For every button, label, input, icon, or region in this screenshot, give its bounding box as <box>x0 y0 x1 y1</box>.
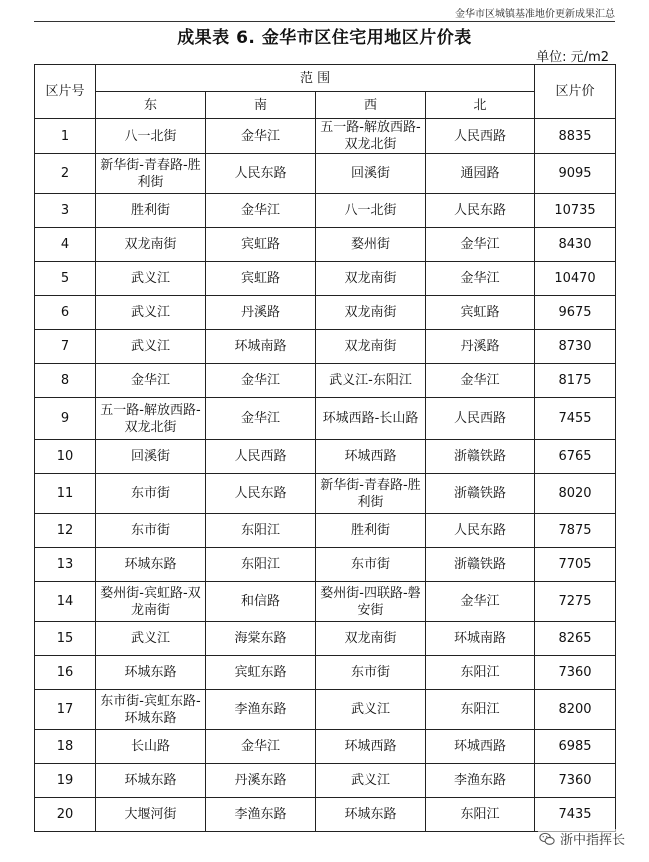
zone-no-header: 区片号 <box>35 65 96 119</box>
cell-west: 双龙南街 <box>316 330 426 364</box>
cell-north: 宾虹路 <box>426 296 535 330</box>
cell-east: 武义江 <box>96 330 206 364</box>
cell-south: 海棠东路 <box>206 622 316 656</box>
cell-east: 武义江 <box>96 262 206 296</box>
cell-south: 人民东路 <box>206 474 316 514</box>
cell-price: 7455 <box>535 398 616 440</box>
table-row <box>35 730 616 764</box>
cell-east: 武义江 <box>96 296 206 330</box>
cell-price: 8265 <box>535 622 616 656</box>
cell-west: 武义江-东阳江 <box>316 364 426 398</box>
cell-west: 武义江 <box>316 690 426 730</box>
table-body <box>35 119 616 832</box>
cell-south: 金华江 <box>206 194 316 228</box>
table-row <box>35 440 616 474</box>
cell-east: 胜利街 <box>96 194 206 228</box>
cell-price: 8430 <box>535 228 616 262</box>
table-row <box>35 798 616 832</box>
cell-no: 7 <box>35 330 96 364</box>
cell-west: 胜利街 <box>316 514 426 548</box>
cell-no: 18 <box>35 730 96 764</box>
cell-south: 和信路 <box>206 582 316 622</box>
cell-east: 环城东路 <box>96 548 206 582</box>
table-row <box>35 154 616 194</box>
cell-north: 丹溪路 <box>426 330 535 364</box>
table-row <box>35 364 616 398</box>
table-row <box>35 656 616 690</box>
cell-price: 7435 <box>535 798 616 832</box>
table-row <box>35 514 616 548</box>
table-row <box>35 330 616 364</box>
cell-east: 新华街-青春路-胜利街 <box>96 154 206 194</box>
cell-east: 金华江 <box>96 364 206 398</box>
cell-price: 9095 <box>535 154 616 194</box>
cell-west: 武义江 <box>316 764 426 798</box>
south-header: 南 <box>206 92 316 119</box>
watermark-text: 浙中指挥长 <box>559 833 625 848</box>
table-row <box>35 622 616 656</box>
cell-south: 宾虹东路 <box>206 656 316 690</box>
cell-east: 东市街 <box>96 514 206 548</box>
cell-no: 13 <box>35 548 96 582</box>
cell-price: 6985 <box>535 730 616 764</box>
table-row <box>35 119 616 154</box>
cell-south: 李渔东路 <box>206 690 316 730</box>
cell-price: 6765 <box>535 440 616 474</box>
cell-south: 金华江 <box>206 730 316 764</box>
cell-no: 11 <box>35 474 96 514</box>
header-rule <box>34 21 615 22</box>
cell-south: 金华江 <box>206 364 316 398</box>
table-row <box>35 582 616 622</box>
cell-north: 人民西路 <box>426 398 535 440</box>
cell-west: 八一北街 <box>316 194 426 228</box>
cell-west: 东市街 <box>316 656 426 690</box>
cell-price: 8835 <box>535 119 616 154</box>
cell-south: 环城南路 <box>206 330 316 364</box>
cell-no: 2 <box>35 154 96 194</box>
table-title: 成果表 6. 金华市区住宅用地区片价表 <box>177 28 472 48</box>
cell-no: 14 <box>35 582 96 622</box>
cell-price: 10735 <box>535 194 616 228</box>
cell-price: 10470 <box>535 262 616 296</box>
cell-north: 金华江 <box>426 228 535 262</box>
cell-west: 环城西路-长山路 <box>316 398 426 440</box>
scope-header: 范 围 <box>96 65 535 92</box>
table-row <box>35 296 616 330</box>
table-row <box>35 228 616 262</box>
cell-east: 回溪街 <box>96 440 206 474</box>
cell-price: 8730 <box>535 330 616 364</box>
cell-price: 8175 <box>535 364 616 398</box>
cell-price: 7360 <box>535 764 616 798</box>
cell-price: 7875 <box>535 514 616 548</box>
west-header: 西 <box>316 92 426 119</box>
cell-price: 8020 <box>535 474 616 514</box>
cell-west: 环城东路 <box>316 798 426 832</box>
table-row <box>35 262 616 296</box>
cell-north: 环城西路 <box>426 730 535 764</box>
cell-west: 新华街-青春路-胜利街 <box>316 474 426 514</box>
cell-south: 丹溪东路 <box>206 764 316 798</box>
cell-east: 婺州街-宾虹路-双龙南街 <box>96 582 206 622</box>
cell-south: 人民西路 <box>206 440 316 474</box>
cell-south: 东阳江 <box>206 514 316 548</box>
cell-north: 通园路 <box>426 154 535 194</box>
watermark <box>538 829 625 848</box>
east-header: 东 <box>96 92 206 119</box>
cell-west: 双龙南街 <box>316 296 426 330</box>
cell-east: 环城东路 <box>96 764 206 798</box>
cell-west: 五一路-解放西路-双龙北街 <box>316 119 426 154</box>
cell-east: 长山路 <box>96 730 206 764</box>
cell-east: 东市街-宾虹东路-环城东路 <box>96 690 206 730</box>
table-row <box>35 474 616 514</box>
cell-south: 宾虹路 <box>206 228 316 262</box>
running-header: 金华市区城镇基准地价更新成果汇总 <box>455 9 615 20</box>
zone-price-table <box>34 64 616 832</box>
cell-north: 金华江 <box>426 262 535 296</box>
cell-north: 东阳江 <box>426 798 535 832</box>
table-row <box>35 690 616 730</box>
cell-south: 宾虹路 <box>206 262 316 296</box>
cell-north: 金华江 <box>426 582 535 622</box>
cell-no: 8 <box>35 364 96 398</box>
cell-north: 环城南路 <box>426 622 535 656</box>
cell-south: 金华江 <box>206 119 316 154</box>
cell-north: 人民西路 <box>426 119 535 154</box>
cell-west: 婺州街-四联路-磐安街 <box>316 582 426 622</box>
cell-south: 东阳江 <box>206 548 316 582</box>
wechat-icon <box>538 830 556 848</box>
cell-east: 五一路-解放西路-双龙北街 <box>96 398 206 440</box>
cell-south: 李渔东路 <box>206 798 316 832</box>
cell-no: 1 <box>35 119 96 154</box>
cell-price: 7705 <box>535 548 616 582</box>
cell-west: 双龙南街 <box>316 622 426 656</box>
cell-north: 浙赣铁路 <box>426 440 535 474</box>
cell-north: 金华江 <box>426 364 535 398</box>
cell-no: 12 <box>35 514 96 548</box>
cell-north: 人民东路 <box>426 194 535 228</box>
cell-east: 环城东路 <box>96 656 206 690</box>
cell-east: 东市街 <box>96 474 206 514</box>
cell-no: 9 <box>35 398 96 440</box>
cell-west: 环城西路 <box>316 440 426 474</box>
cell-west: 环城西路 <box>316 730 426 764</box>
cell-south: 丹溪路 <box>206 296 316 330</box>
cell-east: 八一北街 <box>96 119 206 154</box>
cell-west: 婺州街 <box>316 228 426 262</box>
cell-north: 浙赣铁路 <box>426 474 535 514</box>
unit-label: 单位: 元/m2 <box>536 50 609 65</box>
cell-no: 19 <box>35 764 96 798</box>
cell-west: 东市街 <box>316 548 426 582</box>
cell-no: 4 <box>35 228 96 262</box>
cell-no: 10 <box>35 440 96 474</box>
cell-price: 8200 <box>535 690 616 730</box>
cell-west: 双龙南街 <box>316 262 426 296</box>
cell-no: 15 <box>35 622 96 656</box>
price-header: 区片价 <box>535 65 616 119</box>
cell-no: 20 <box>35 798 96 832</box>
table-row <box>35 548 616 582</box>
cell-no: 17 <box>35 690 96 730</box>
cell-east: 大堰河街 <box>96 798 206 832</box>
cell-west: 回溪街 <box>316 154 426 194</box>
cell-no: 3 <box>35 194 96 228</box>
cell-no: 5 <box>35 262 96 296</box>
cell-no: 16 <box>35 656 96 690</box>
cell-south: 金华江 <box>206 398 316 440</box>
cell-south: 人民东路 <box>206 154 316 194</box>
table-row <box>35 398 616 440</box>
cell-price: 9675 <box>535 296 616 330</box>
cell-north: 东阳江 <box>426 690 535 730</box>
cell-no: 6 <box>35 296 96 330</box>
cell-north: 东阳江 <box>426 656 535 690</box>
table-row <box>35 194 616 228</box>
cell-north: 人民东路 <box>426 514 535 548</box>
north-header: 北 <box>426 92 535 119</box>
cell-price: 7360 <box>535 656 616 690</box>
cell-east: 双龙南街 <box>96 228 206 262</box>
cell-price: 7275 <box>535 582 616 622</box>
cell-north: 李渔东路 <box>426 764 535 798</box>
cell-east: 武义江 <box>96 622 206 656</box>
cell-north: 浙赣铁路 <box>426 548 535 582</box>
table-row <box>35 764 616 798</box>
